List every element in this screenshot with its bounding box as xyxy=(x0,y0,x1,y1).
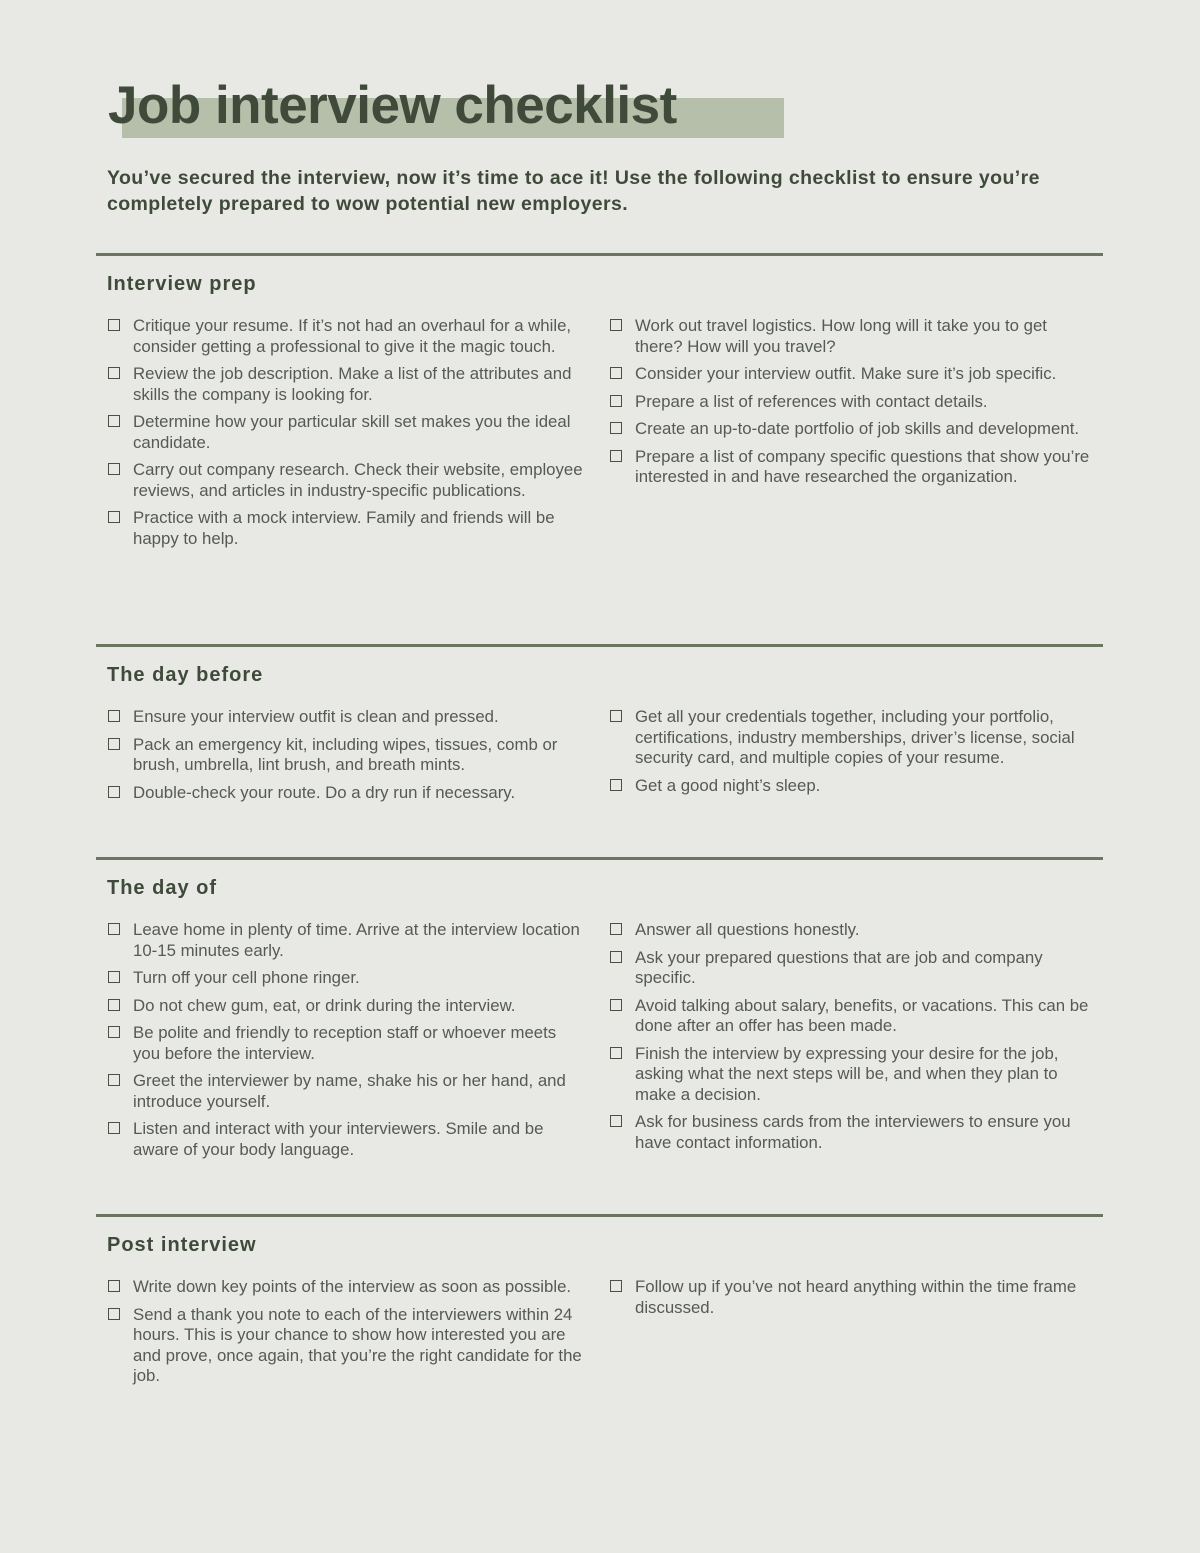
checklist-column-left xyxy=(108,316,586,556)
checklist-item xyxy=(108,783,586,804)
checklist-item-text: Ask for business cards from the interviewers to ensure you have contact information. xyxy=(635,1112,1071,1152)
checklist-item xyxy=(610,392,1090,413)
checklist-item xyxy=(610,776,1090,797)
checklist-item-text: Get all your credentials together, including your portfolio, certifications, industry memberships, driver’s license, social security card, and multiple copies of your resume. xyxy=(635,707,1075,767)
checklist-item-text: Carry out company research. Check their website, employee reviews, and articles in industry-specific publications. xyxy=(133,460,583,500)
checklist-item xyxy=(108,508,586,549)
checkbox-icon[interactable] xyxy=(108,738,120,750)
section-divider xyxy=(96,644,1103,647)
checklist-item xyxy=(610,920,1090,941)
section-post-interview xyxy=(96,1214,1103,1385)
section-interview-prep xyxy=(96,253,1103,548)
checklist-item-text: Determine how your particular skill set makes you the ideal candidate. xyxy=(133,412,571,452)
checklist-column-left xyxy=(108,707,586,810)
checklist-item-text: Do not chew gum, eat, or drink during the interview. xyxy=(133,995,516,1015)
checklist-item xyxy=(108,707,586,728)
checkbox-icon[interactable] xyxy=(108,415,120,427)
section-divider xyxy=(96,1214,1103,1217)
checklist-column-left xyxy=(108,920,586,1167)
checklist-item-text: Double-check your route. Do a dry run if necessary. xyxy=(133,782,516,802)
checklist-item xyxy=(610,1277,1090,1318)
checklist-item-text: Practice with a mock interview. Family and friends will be happy to help. xyxy=(133,508,555,548)
checklist-item xyxy=(610,364,1090,385)
checkbox-icon[interactable] xyxy=(108,367,120,379)
checklist-item xyxy=(610,1112,1090,1153)
section-day-of xyxy=(96,857,1103,1159)
section-heading: Post interview xyxy=(107,1234,257,1256)
checklist-item xyxy=(610,447,1090,488)
checklist-item-text: Send a thank you note to each of the interviewers within 24 hours. This is your chance to show how interested you are and prove, once again, that you’re the right candidate for the job. xyxy=(133,1304,582,1385)
section-divider xyxy=(96,857,1103,860)
section-heading: The day of xyxy=(107,877,218,899)
checkbox-icon[interactable] xyxy=(108,511,120,523)
checkbox-icon[interactable] xyxy=(108,463,120,475)
checkbox-icon[interactable] xyxy=(610,395,622,407)
checkbox-icon[interactable] xyxy=(108,923,120,935)
checklist-item xyxy=(108,412,586,453)
checkbox-icon[interactable] xyxy=(610,710,622,722)
checklist-column-left xyxy=(108,1277,586,1394)
checkbox-icon[interactable] xyxy=(108,1308,120,1320)
checkbox-icon[interactable] xyxy=(610,422,622,434)
checkbox-icon[interactable] xyxy=(108,971,120,983)
checklist-item xyxy=(610,1044,1090,1106)
checkbox-icon[interactable] xyxy=(610,1047,622,1059)
checkbox-icon[interactable] xyxy=(610,1280,622,1292)
checklist-item xyxy=(108,364,586,405)
checklist-item xyxy=(610,996,1090,1037)
checklist-item-text: Consider your interview outfit. Make sure it’s job specific. xyxy=(635,364,1057,383)
checklist-item xyxy=(610,316,1090,357)
checklist-item-text: Listen and interact with your interviewers. Smile and be aware of your body language. xyxy=(133,1119,544,1159)
checklist-item-text: Answer all questions honestly. xyxy=(635,920,860,939)
checklist-item xyxy=(108,460,586,501)
checklist-item xyxy=(108,1277,586,1298)
checklist-column-right xyxy=(610,1277,1090,1325)
checklist-column-right xyxy=(610,707,1090,803)
checklist-item xyxy=(108,1119,586,1160)
checkbox-icon[interactable] xyxy=(610,999,622,1011)
checklist-item-text: Ensure your interview outfit is clean and pressed. xyxy=(133,707,499,726)
checkbox-icon[interactable] xyxy=(108,1122,120,1134)
checklist-item-text: Review the job description. Make a list of the attributes and skills the company is looking for. xyxy=(133,364,572,404)
checklist-item-text: Prepare a list of company specific questions that show you’re interested in and have researched the organization. xyxy=(635,446,1090,486)
checklist-item-text: Avoid talking about salary, benefits, or vacations. This can be done after an offer has been made. xyxy=(635,995,1089,1035)
checklist-item-text: Follow up if you’ve not heard anything within the time frame discussed. xyxy=(635,1277,1077,1317)
section-divider xyxy=(96,253,1103,256)
checkbox-icon[interactable] xyxy=(610,923,622,935)
checklist-item-text: Work out travel logistics. How long will it take you to get there? How will you travel? xyxy=(635,316,1047,356)
checklist-item xyxy=(108,735,586,776)
checkbox-icon[interactable] xyxy=(610,951,622,963)
checklist-item xyxy=(610,419,1090,440)
checklist-item-text: Prepare a list of references with contact details. xyxy=(635,391,988,411)
checklist-item-text: Greet the interviewer by name, shake his or her hand, and introduce yourself. xyxy=(133,1071,566,1111)
checkbox-icon[interactable] xyxy=(610,1115,622,1127)
checklist-item xyxy=(610,707,1090,769)
checklist-item-text: Get a good night’s sleep. xyxy=(635,775,821,795)
section-heading: Interview prep xyxy=(107,273,257,295)
checkbox-icon[interactable] xyxy=(108,786,120,798)
intro-text: You’ve secured the interview, now it’s time to ace it! Use the following checklist to ensure you’re completely prepared to wow potential new employers. xyxy=(107,167,1040,215)
checkbox-icon[interactable] xyxy=(108,319,120,331)
checklist-item-text: Pack an emergency kit, including wipes, tissues, comb or brush, umbrella, lint brush, and breath mints. xyxy=(133,734,558,774)
checkbox-icon[interactable] xyxy=(610,779,622,791)
checklist-item xyxy=(108,1305,586,1387)
checklist-item-text: Write down key points of the interview as soon as possible. xyxy=(133,1277,572,1296)
checkbox-icon[interactable] xyxy=(610,367,622,379)
checkbox-icon[interactable] xyxy=(108,1026,120,1038)
checkbox-icon[interactable] xyxy=(108,1074,120,1086)
checklist-item xyxy=(108,1023,586,1064)
title-block xyxy=(108,76,808,146)
checklist-item xyxy=(610,948,1090,989)
checklist-column-right xyxy=(610,920,1090,1160)
checklist-item-text: Critique your resume. If it’s not had an overhaul for a while, consider getting a professional to give it the magic touch. xyxy=(133,316,572,356)
checklist-item xyxy=(108,316,586,357)
checkbox-icon[interactable] xyxy=(610,319,622,331)
checklist-item-text: Create an up-to-date portfolio of job skills and development. xyxy=(635,419,1080,438)
checkbox-icon[interactable] xyxy=(108,710,120,722)
section-heading: The day before xyxy=(107,664,264,686)
section-day-before xyxy=(96,644,1103,802)
checklist-item-text: Be polite and friendly to reception staff or whoever meets you before the interview. xyxy=(133,1023,557,1063)
checkbox-icon[interactable] xyxy=(108,1280,120,1292)
checklist-item xyxy=(108,1071,586,1112)
checklist-column-right xyxy=(610,316,1090,495)
checklist-item-text: Ask your prepared questions that are job and company specific. xyxy=(635,947,1043,987)
checklist-item xyxy=(108,920,586,961)
checklist-item-text: Leave home in plenty of time. Arrive at the interview location 10-15 minutes early. xyxy=(133,920,580,960)
checklist-item-text: Turn off your cell phone ringer. xyxy=(133,968,360,987)
checkbox-icon[interactable] xyxy=(108,999,120,1011)
checklist-item xyxy=(108,968,586,989)
checklist-item xyxy=(108,996,586,1017)
page-title: Job interview checklist xyxy=(108,76,677,135)
checklist-item-text: Finish the interview by expressing your desire for the job, asking what the next steps will be, and when they plan to make a decision. xyxy=(635,1043,1059,1104)
checkbox-icon[interactable] xyxy=(610,450,622,462)
